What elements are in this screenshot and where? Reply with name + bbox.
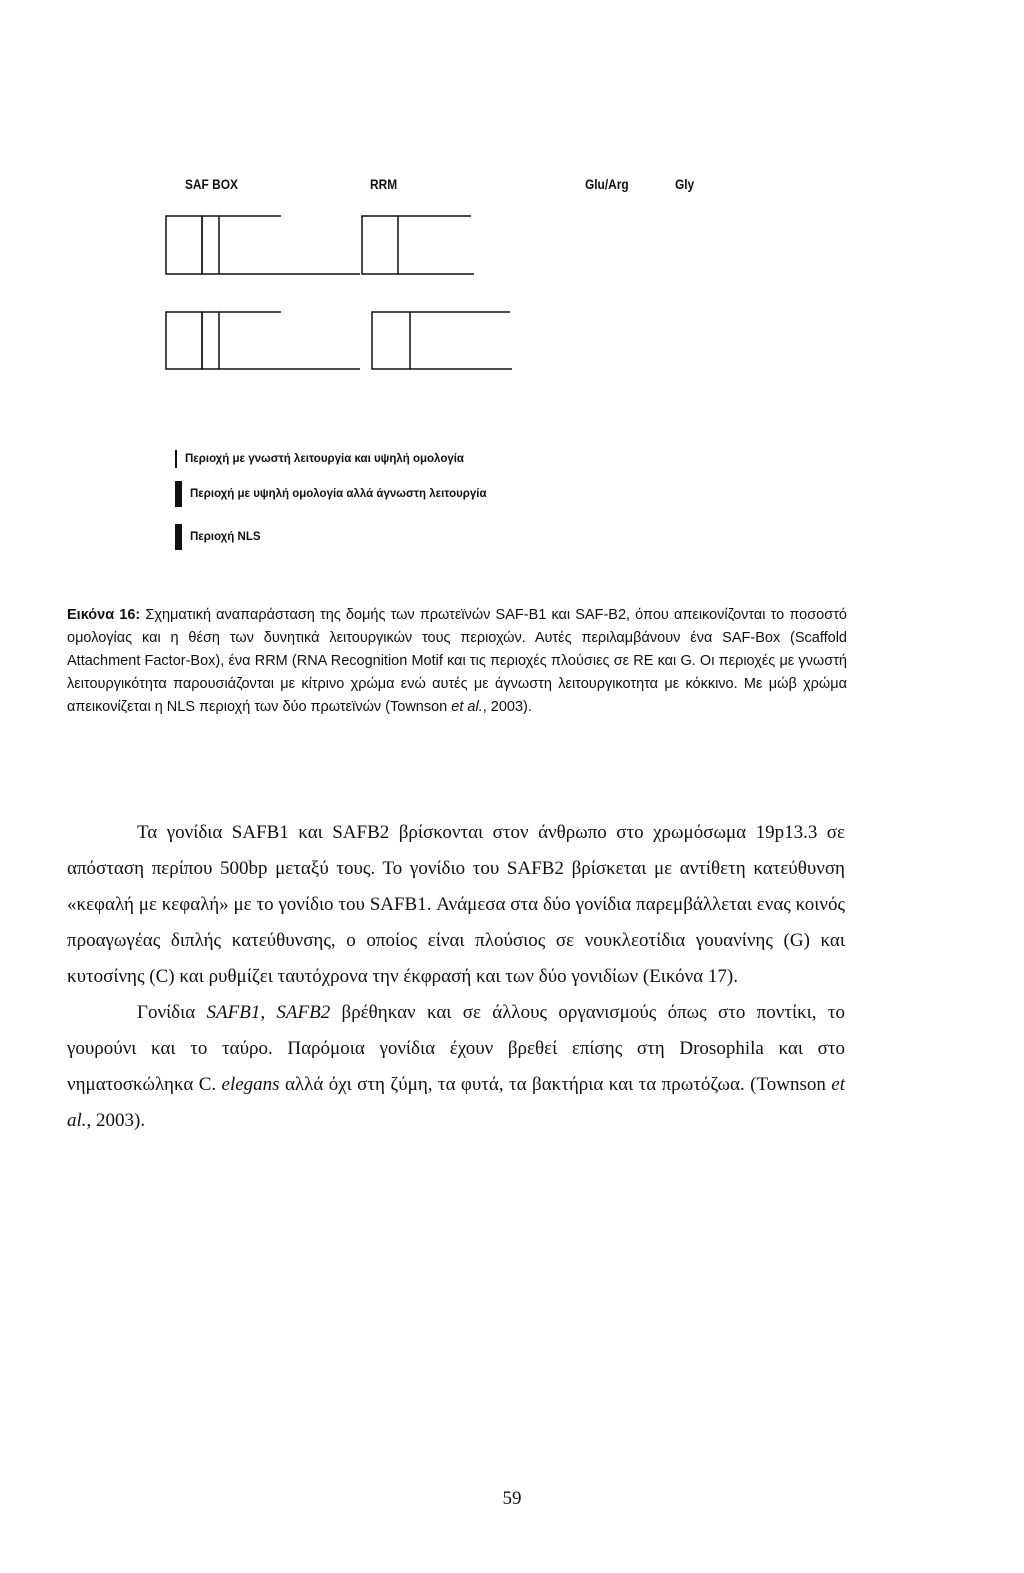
p2-part-b: βρέθηκαν και σε άλλους οργανισμούς όπως στο ποντίκι, το γουρούνι και το ταύρο. Παρόμοια γονίδια έχουν βρεθεί επίσης στη Drosophila και στο νηματοσκώληκα C. [67,1002,845,1095]
legend-item-unknown-function [175,483,487,505]
legend-item-nls [175,526,261,548]
safb1-saf-box-domain [166,216,202,274]
paragraph-1: Τα γονίδια SAFB1 και SAFB2 βρίσκονται στον άνθρωπο στο χρωμόσωμα 19p13.3 σε απόσταση περίπου 500bp μεταξύ τους. Το γονίδιο του SAFB2 βρίσκεται με αντίθετη κατεύθυνση «κεφαλή με κεφαλή» με το γονίδιο του SAFB1. Ανάμεσα στα δύο γονίδια παρεμβάλλεται ενας κοινός προαγωγέας διπλής κατεύθυνσης, ο οποίος είναι πλούσιος σε νουκλεοτίδια γουανίνης (G) και κυτοσίνης (C) και ρυθμίζει ταυτόχρονα την έκφρασή και των δύο γονιδίων (Εικόνα 17). [67,822,845,987]
p2-part-c: αλλά όχι στη ζύμη, τα φυτά, τα βακτήρια και τα πρωτόζωα. (Townson [279,1074,832,1095]
caption-suffix: , 2003). [482,699,532,715]
p2-part-d: , 2003). [86,1110,146,1131]
legend-label: Περιοχή NLS [190,531,261,543]
legend-swatch-yellow [175,450,177,468]
saf-box-label: SAF BOX [185,176,238,192]
legend-label: Περιοχή με υψηλή ομολογία αλλά άγνωστη λειτουργία [190,488,487,500]
caption-prefix: Εικόνα 16: [67,607,141,623]
gly-label: Gly [675,176,695,192]
figure-caption [67,604,847,719]
protein-structure-diagram [0,0,1024,600]
paragraph-2 [67,995,845,1139]
legend-item-known-function [175,448,464,470]
safb1-rrm-domain [362,216,398,274]
safb2-rrm-domain [372,312,410,369]
safb1-saf-box-subdomain [202,216,219,274]
safb2-saf-box-subdomain [202,312,219,369]
rrm-label: RRM [370,176,398,192]
p2-part-a: Γονίδια [137,1002,207,1023]
legend-swatch-purple [175,524,182,550]
caption-etal: et al. [451,699,483,715]
safb2-protein-row [166,312,512,369]
species-name: elegans [221,1074,280,1095]
legend-swatch-red [175,481,182,507]
citation-etal: et al. [67,1074,845,1131]
gene-names: SAFB1, SAFB2 [206,1002,331,1023]
safb2-saf-box-domain [166,312,202,369]
body-text [67,815,845,1139]
page-number: 59 [502,1488,522,1509]
glu-arg-label: Glu/Arg [585,176,629,192]
caption-text: Σχηματική αναπαράσταση της δομής των πρωτεϊνών SAF-B1 και SAF-B2, όπου απεικονίζονται το ποσοστό ομολογίας και η θέση των δυνητικά λειτουργικών τους περιοχών. Αυτές περιλαμβάνουν ένα SAF-Box (Scaffold Attachment Factor-Box), ένα RRM (RNA Recognition Motif και τις περιοχές πλούσιες σε RE και G. Οι περιοχές με γνωστή λειτουργικότητα παρουσιάζονται με κίτρινο χρώμα ενώ αυτές με άγνωστη λειτουργικοτητα με κόκκινο. Με μώβ χρώμα απεικονίζεται η NLS περιοχή των δύο πρωτεϊνών (Townson [67,607,847,715]
legend-label: Περιοχή με γνωστή λειτουργία και υψηλή ομολογία [185,453,464,465]
safb1-protein-row [166,216,474,274]
